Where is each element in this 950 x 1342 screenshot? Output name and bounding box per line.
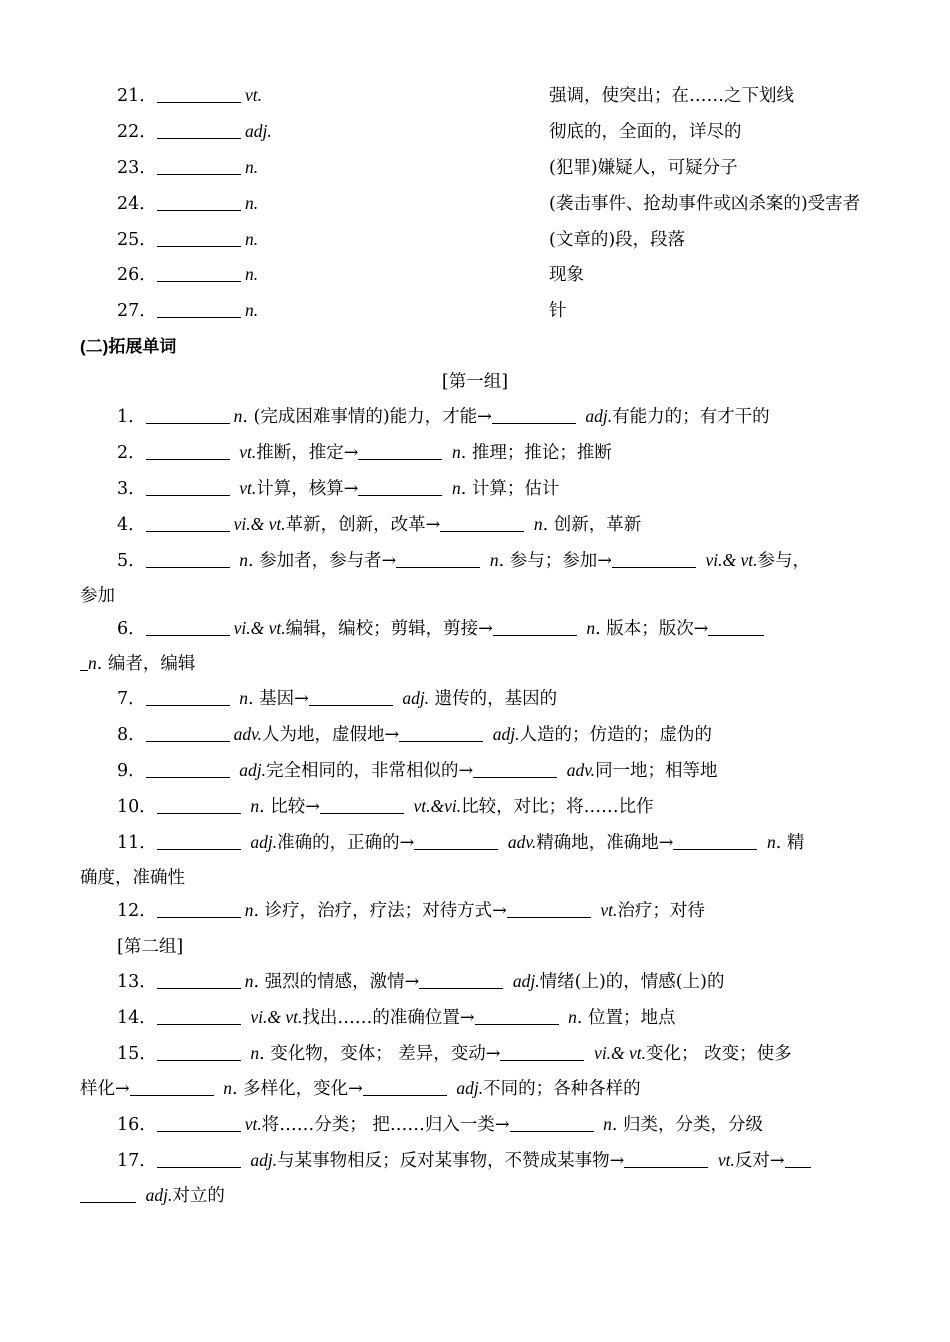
meaning: . 归类，分类，分级: [611, 1115, 763, 1135]
item-number: 23．: [117, 158, 157, 178]
extension-item-continued: [80, 1182, 872, 1207]
vocab-row: [117, 226, 872, 251]
meaning: 编辑，编校；剪辑，剪接→: [285, 619, 493, 639]
extension-item-continued: 确度，准确性: [80, 868, 185, 888]
extension-item: [117, 511, 872, 536]
section-title: (二)拓展单词: [80, 337, 177, 356]
item-number: 1．: [117, 407, 146, 427]
part-of-speech: adj.: [456, 1078, 484, 1098]
meaning: 人为地，虚假地→: [261, 725, 400, 745]
answer-blank[interactable]: [80, 654, 88, 671]
answer-blank[interactable]: [157, 1151, 241, 1168]
item-number: 11．: [117, 833, 157, 853]
item-number: 22．: [117, 122, 157, 142]
item-number: 16．: [117, 1115, 157, 1135]
answer-blank[interactable]: [673, 833, 757, 850]
item-number: 8．: [117, 725, 146, 745]
part-of-speech: n: [223, 1078, 232, 1098]
vocab-row: [117, 297, 872, 322]
item-number: 5．: [117, 551, 146, 571]
meaning: 变化； 改变；使多: [646, 1044, 792, 1064]
answer-blank[interactable]: [708, 619, 764, 636]
part-of-speech: n.: [245, 157, 259, 177]
answer-blank[interactable]: [146, 515, 230, 532]
vocab-row: [117, 118, 872, 143]
part-of-speech: vi.& vt.: [233, 618, 286, 638]
meaning: 治疗；对待: [617, 901, 705, 921]
vocab-row: [117, 261, 872, 286]
part-of-speech: n: [603, 1114, 612, 1134]
part-of-speech: vt.: [717, 1150, 735, 1170]
extension-item-continued: [80, 1075, 872, 1100]
answer-blank[interactable]: [624, 1151, 708, 1168]
extension-item: [117, 1111, 872, 1136]
part-of-speech: adj.: [402, 688, 430, 708]
meaning: . 变化物，变体； 差异，变动→: [259, 1044, 501, 1064]
part-of-speech: n: [766, 832, 776, 852]
extension-item: [117, 968, 872, 993]
meaning: . 基因→: [247, 689, 309, 709]
item-number: 27．: [117, 301, 157, 321]
meaning: . 创新，革新: [542, 515, 642, 535]
part-of-speech: adj.: [585, 406, 613, 426]
part-of-speech: vt.: [245, 85, 263, 105]
meaning: 计算，核算→: [256, 479, 359, 499]
item-number: 7．: [117, 689, 146, 709]
item-number: 9．: [117, 761, 146, 781]
extension-item: [117, 547, 872, 572]
answer-blank[interactable]: [157, 301, 241, 318]
vocab-row: [117, 190, 872, 215]
meaning: 完全相同的，非常相似的→: [265, 761, 474, 781]
answer-blank[interactable]: [500, 1044, 584, 1061]
part-of-speech: adj.: [492, 724, 520, 744]
item-number: 26．: [117, 265, 157, 285]
meaning: . 比较→: [259, 797, 320, 817]
part-of-speech: n.: [245, 193, 259, 213]
answer-blank[interactable]: [157, 833, 241, 850]
part-of-speech: adj.: [239, 760, 266, 780]
answer-blank[interactable]: [157, 158, 241, 175]
meaning: 强调，使突出；在……之下划线: [549, 86, 794, 106]
extension-item: [117, 897, 872, 922]
answer-blank[interactable]: [146, 479, 230, 496]
part-of-speech: vt.: [244, 1114, 262, 1134]
part-of-speech: n: [244, 900, 254, 920]
part-of-speech: n: [250, 1043, 260, 1063]
answer-blank[interactable]: [157, 797, 241, 814]
meaning: . 版本；版次→: [595, 619, 709, 639]
meaning: . 参加者，参与者→: [247, 551, 397, 571]
meaning: 彻底的，全面的，详尽的: [549, 122, 742, 142]
part-of-speech: adj.: [512, 971, 540, 991]
answer-blank[interactable]: [157, 265, 241, 282]
item-number: 21．: [117, 86, 157, 106]
part-of-speech: n: [489, 550, 499, 570]
extension-item: [117, 757, 872, 782]
answer-blank[interactable]: [146, 407, 230, 424]
meaning: . 编者，编辑: [96, 654, 196, 674]
meaning: 精确地，准确地→: [536, 833, 674, 853]
item-number: 6．: [117, 619, 146, 639]
part-of-speech: n.: [245, 300, 259, 320]
item-number: 12．: [117, 901, 157, 921]
part-of-speech: vt.: [239, 442, 257, 462]
extension-item: [117, 721, 872, 746]
meaning: 现象: [549, 265, 584, 285]
part-of-speech: adj.: [145, 1185, 173, 1205]
meaning: . 多样化，变化→: [232, 1079, 363, 1099]
meaning: 革新，创新，改革→: [285, 515, 441, 535]
meaning: 参与，: [757, 551, 810, 571]
meaning: 准确的，正确的→: [277, 833, 415, 853]
part-of-speech: n: [88, 653, 97, 673]
meaning: 不同的；各种各样的: [483, 1079, 641, 1099]
item-number: 14．: [117, 1008, 157, 1028]
meaning: 样化→: [80, 1079, 130, 1099]
meaning: . 强烈的情感，激情→: [253, 972, 420, 992]
answer-blank[interactable]: [157, 230, 241, 247]
part-of-speech: adv.: [507, 832, 537, 852]
item-number: 24．: [117, 194, 157, 214]
answer-blank[interactable]: [507, 901, 591, 918]
part-of-speech: n: [451, 478, 461, 498]
meaning: . 精: [775, 833, 805, 853]
item-number: 10．: [117, 797, 157, 817]
meaning: 比较，对比；将……比作: [461, 797, 654, 817]
meaning: . 计算；估计: [460, 479, 560, 499]
part-of-speech: n: [568, 1007, 577, 1027]
meaning: 遗传的，基因的: [429, 689, 558, 709]
answer-blank[interactable]: [510, 1115, 594, 1132]
part-of-speech: vi.& vt.: [594, 1043, 647, 1063]
meaning: 情绪(上)的，情感(上)的: [539, 972, 725, 992]
meaning: . 推理；推论；推断: [460, 443, 612, 463]
answer-blank[interactable]: [358, 479, 442, 496]
part-of-speech: n: [239, 550, 248, 570]
answer-blank[interactable]: [80, 1186, 136, 1203]
answer-blank[interactable]: [309, 689, 393, 706]
meaning: . 参与；参加→: [498, 551, 612, 571]
part-of-speech: n.: [245, 264, 259, 284]
answer-blank[interactable]: [399, 725, 483, 742]
part-of-speech: n: [533, 514, 543, 534]
extension-item-continued: [80, 650, 872, 675]
meaning: 人造的；仿造的；虚伪的: [519, 725, 712, 745]
part-of-speech: n.: [245, 229, 259, 249]
answer-blank[interactable]: [419, 972, 503, 989]
meaning: 找出……的准确位置→: [302, 1008, 475, 1028]
part-of-speech: vt.: [239, 478, 257, 498]
part-of-speech: n: [451, 442, 461, 462]
answer-blank[interactable]: [157, 972, 241, 989]
part-of-speech: n: [586, 618, 596, 638]
part-of-speech: n: [250, 796, 260, 816]
extension-item: [117, 829, 872, 854]
meaning: 对立的: [172, 1186, 225, 1206]
meaning: 与某事物相反；反对某事物，不赞成某事物→: [277, 1151, 625, 1171]
extension-item: [117, 793, 872, 818]
item-number: 15．: [117, 1044, 157, 1064]
extension-item: [117, 439, 872, 464]
answer-blank[interactable]: [146, 619, 230, 636]
part-of-speech: adj.: [250, 1150, 278, 1170]
item-number: 3．: [117, 479, 146, 499]
answer-blank[interactable]: [396, 551, 480, 568]
meaning: (袭击事件、抢劫事件或凶杀案的)受害者: [549, 194, 861, 214]
answer-blank[interactable]: [146, 689, 230, 706]
answer-blank[interactable]: [358, 443, 442, 460]
answer-blank[interactable]: [146, 551, 230, 568]
meaning: 针: [549, 301, 567, 321]
vocab-row: [117, 82, 872, 107]
meaning: . 位置；地点: [576, 1008, 676, 1028]
group-title: [第二组]: [117, 937, 184, 957]
meaning: 有能力的；有才干的: [612, 407, 770, 427]
item-number: 17．: [117, 1151, 157, 1171]
extension-item-continued: 参加: [80, 586, 115, 606]
part-of-speech: n: [244, 971, 254, 991]
meaning: 将……分类； 把……归入一类→: [261, 1115, 510, 1135]
answer-blank[interactable]: [440, 515, 524, 532]
part-of-speech: adv.: [233, 724, 262, 744]
group-title: [第一组]: [441, 372, 509, 392]
answer-blank[interactable]: [320, 797, 404, 814]
extension-item: [117, 1040, 872, 1065]
meaning: (犯罪)嫌疑人，可疑分子: [549, 158, 738, 178]
answer-blank[interactable]: [146, 443, 230, 460]
extension-item: [117, 403, 872, 428]
part-of-speech: adv.: [566, 760, 596, 780]
meaning: 反对→: [734, 1151, 785, 1171]
extension-item: [117, 475, 872, 500]
part-of-speech: adj.: [250, 832, 278, 852]
answer-blank[interactable]: [612, 551, 696, 568]
part-of-speech: n: [233, 406, 243, 426]
answer-blank[interactable]: [363, 1079, 447, 1096]
part-of-speech: vi.& vt.: [233, 514, 286, 534]
part-of-speech: vt.: [600, 900, 618, 920]
extension-item: [117, 685, 872, 710]
meaning: . 诊疗，治疗，疗法；对待方式→: [253, 901, 507, 921]
extension-item: [117, 1147, 872, 1172]
answer-blank[interactable]: [157, 194, 241, 211]
part-of-speech: n: [239, 688, 248, 708]
answer-blank[interactable]: [475, 1008, 559, 1025]
extension-item: [117, 1004, 872, 1029]
answer-blank[interactable]: [414, 833, 498, 850]
meaning: . (完成困难事情的)能力，才能→: [242, 407, 492, 427]
meaning: (文章的)段，段落: [549, 230, 686, 250]
meaning: 同一地；相等地: [595, 761, 718, 781]
item-number: 13．: [117, 972, 157, 992]
answer-blank[interactable]: [157, 901, 241, 918]
vocab-row: [117, 154, 872, 179]
answer-blank[interactable]: [157, 86, 241, 103]
item-number: 25．: [117, 230, 157, 250]
part-of-speech: vt.&vi.: [413, 796, 462, 816]
item-number: 4．: [117, 515, 146, 535]
answer-blank[interactable]: [492, 407, 576, 424]
part-of-speech: vi.& vt.: [705, 550, 758, 570]
answer-blank[interactable]: [130, 1079, 214, 1096]
answer-blank[interactable]: [785, 1151, 811, 1168]
extension-item: [117, 615, 872, 640]
answer-blank[interactable]: [157, 1044, 241, 1061]
answer-blank[interactable]: [157, 1008, 241, 1025]
answer-blank[interactable]: [146, 725, 230, 742]
answer-blank[interactable]: [157, 122, 241, 139]
part-of-speech: vi.& vt.: [250, 1007, 303, 1027]
answer-blank[interactable]: [157, 1115, 241, 1132]
answer-blank[interactable]: [473, 761, 557, 778]
answer-blank[interactable]: [493, 619, 577, 636]
part-of-speech: adj.: [245, 121, 272, 141]
item-number: 2．: [117, 443, 146, 463]
answer-blank[interactable]: [146, 761, 230, 778]
meaning: 推断，推定→: [256, 443, 359, 463]
